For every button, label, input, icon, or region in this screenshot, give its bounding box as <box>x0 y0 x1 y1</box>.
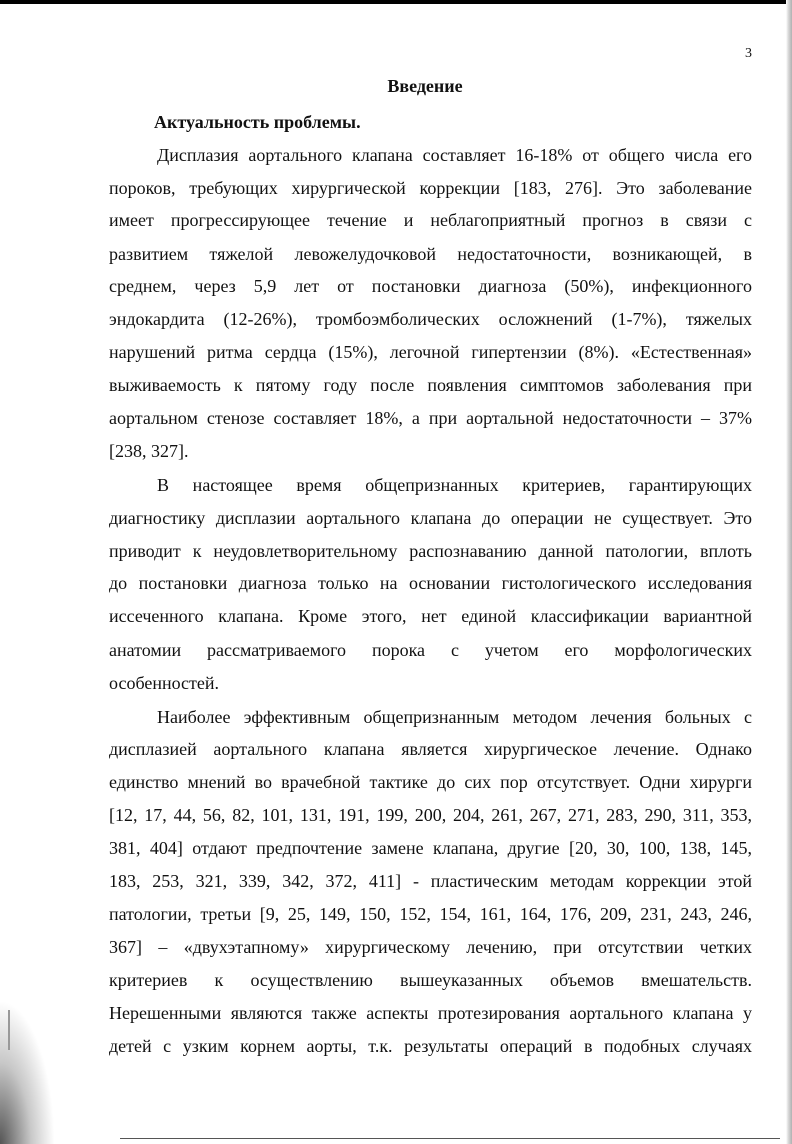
text-line: критериев к осуществлению вышеуказанных объемов вмешательств. <box>109 970 752 990</box>
text-line: детей с узким корнем аорты, т.к. результаты операций в подобных случаях <box>109 1036 752 1056</box>
text-line: диагностику дисплазии аортального клапана до операции не существует. Это <box>109 508 752 528</box>
text-line: 183, 253, 321, 339, 342, 372, 411] - пластическим методам коррекции этой <box>109 871 752 891</box>
text-line: Нерешенными являются также аспекты протезирования аортального клапана у <box>109 1003 752 1023</box>
text-line: нарушений ритма сердца (15%), легочной гипертензии (8%). «Естественная» <box>109 342 752 362</box>
text-line: патологии, третьи [9, 25, 149, 150, 152, 154, 161, 164, 176, 209, 231, 243, 246, <box>109 904 752 924</box>
text-line: анатомии рассматриваемого порока с учетом его морфологических <box>109 640 752 660</box>
text-line: дисплазией аортального клапана является хирургическое лечение. Однако <box>109 739 752 759</box>
section-heading: Введение <box>387 76 463 96</box>
scan-top-edge <box>0 0 792 4</box>
scan-mark <box>8 1010 10 1050</box>
text-line: имеет прогрессирующее течение и неблагоприятный прогноз в связи с <box>109 210 752 230</box>
text-line: Наиболее эффективным общепризнанным методом лечения больных с <box>157 707 752 727</box>
text-line: В настоящее время общепризнанных критериев, гарантирующих <box>157 475 752 495</box>
scan-right-edge <box>786 0 792 1144</box>
text-line: приводит к неудовлетворительному распознаванию данной патологии, вплоть <box>109 541 752 561</box>
text-line: выживаемость к пятому году после появления симптомов заболевания при <box>109 375 752 395</box>
text-line: развитием тяжелой левожелудочковой недостаточности, возникающей, в <box>109 244 752 264</box>
text-line: единство мнений во врачебной тактике до сих пор отсутствует. Одни хирурги <box>109 772 752 792</box>
text-line: аортальном стенозе составляет 18%, а при аортальной недостаточности – 37% <box>109 408 752 428</box>
text-line: пороков, требующих хирургической коррекции [183, 276]. Это заболевание <box>109 178 752 198</box>
text-line: особенностей. <box>109 673 220 693</box>
text-line: [238, 327]. <box>109 441 189 461</box>
text-line: [12, 17, 44, 56, 82, 101, 131, 191, 199, 200, 204, 261, 267, 271, 283, 290, 311, 353, <box>109 805 752 825</box>
page-number: 3 <box>745 46 752 61</box>
text-line: 367] – «двухэтапному» хирургическому лечению, при отсутствии четких <box>109 937 752 957</box>
text-line: эндокардита (12-26%), тромбоэмболических осложнений (1-7%), тяжелых <box>109 309 752 329</box>
text-line: 381, 404] отдают предпочтение замене клапана, другие [20, 30, 100, 138, 145, <box>109 838 752 858</box>
text-line: иссеченного клапана. Кроме этого, нет единой классификации вариантной <box>109 606 752 626</box>
text-line: Дисплазия аортального клапана составляет 16-18% от общего числа его <box>157 145 752 165</box>
text-line: среднем, через 5,9 лет от постановки диагноза (50%), инфекционного <box>109 276 752 296</box>
section-subheading: Актуальность проблемы. <box>154 112 361 132</box>
text-line: до постановки диагноза только на основании гистологического исследования <box>109 573 752 593</box>
scan-bottom-line <box>120 1138 780 1139</box>
